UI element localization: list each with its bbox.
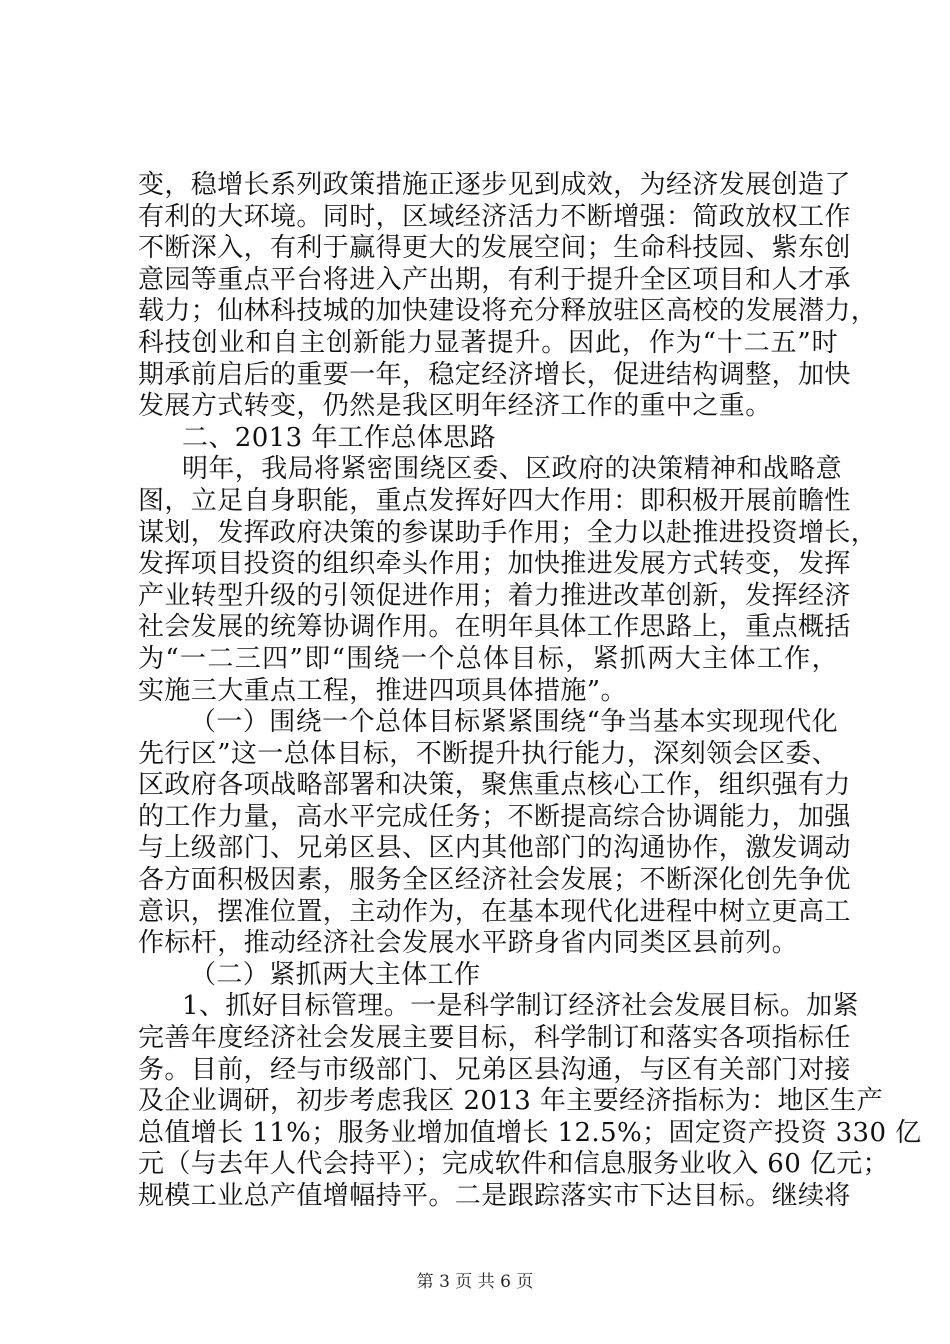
document-body [138, 170, 922, 1213]
text-line: 务。目前，经与市级部门、兄弟区县沟通，与区有关部门对接 [138, 1054, 851, 1085]
text-line: 意园等重点平台将进入产出期，有利于提升全区项目和人才承 [138, 264, 851, 295]
text-line: 规模工业总产值增幅持平。二是跟踪落实市下达目标。继续将 [138, 1181, 851, 1211]
text-line: 完善年度经济社会发展主要目标，科学制订和落实各项指标任 [138, 1023, 851, 1054]
text-line: 及企业调研，初步考虑我区 2013 年主要经济指标为：地区生产 [138, 1086, 884, 1117]
text-line: 1、抓好目标管理。一是科学制订经济社会发展目标。加紧 [182, 991, 859, 1022]
text-line: 社会发展的统筹协调作用。在明年具体工作思路上，重点概括 [138, 612, 851, 643]
text-line: 总值增长 11%；服务业增加值增长 12.5%；固定资产投资 330 亿 [138, 1117, 922, 1148]
text-line: 为“一二三四”即“围绕一个总体目标，紧抓两大主体工作， [138, 643, 838, 674]
text-line: 不断深入，有利于赢得更大的发展空间；生命科技园、紫东创 [138, 233, 851, 264]
text-line: 谋划，发挥政府决策的参谋助手作用；全力以赴推进投资增长， [138, 517, 878, 548]
text-line: 与上级部门、兄弟区县、区内其他部门的沟通协作，激发调动 [138, 833, 851, 864]
text-line: 科技创业和自主创新能力显著提升。因此，作为“十二五”时 [138, 327, 838, 358]
text-line: 各方面积极因素，服务全区经济社会发展；不断深化创先争优 [138, 865, 851, 896]
text-line: 图，立足自身职能，重点发挥好四大作用：即积极开展前瞻性 [138, 485, 851, 516]
text-line: 元（与去年人代会持平）；完成软件和信息服务业收入 60 亿元； [138, 1149, 890, 1180]
page-number-footer: 第 3 页 共 6 页 [416, 1272, 534, 1292]
text-line: 产业转型升级的引领促进作用；着力推进改革创新，发挥经济 [138, 580, 851, 611]
text-line: 先行区”这一总体目标，不断提升执行能力，深刻领会区委、 [138, 738, 839, 769]
text-line: 明年，我局将紧密围绕区委、区政府的决策精神和战略意 [182, 454, 843, 485]
text-line: 发挥项目投资的组织牵头作用；加快推进发展方式转变，发挥 [138, 549, 851, 580]
text-line: 作标杆，推动经济社会发展水平跻身省内同类区县前列。 [138, 928, 799, 959]
text-line: 实施三大重点工程，推进四项具体措施”。 [138, 675, 627, 706]
text-line: 期承前启后的重要一年，稳定经济增长，促进结构调整，加快 [138, 359, 851, 390]
text-line: 意识，摆准位置，主动作为，在基本现代化进程中树立更高工 [138, 896, 851, 927]
section-heading: 二、2013 年工作总体思路 [182, 422, 497, 453]
text-line: 的工作力量，高水平完成任务；不断提高综合协调能力，加强 [138, 801, 851, 832]
subsection-heading: （二）紧抓两大主体工作 [190, 959, 481, 990]
text-line: 有利的大环境。同时，区域经济活力不断增强：简政放权工作 [138, 201, 851, 232]
subsection-heading: （一）围绕一个总体目标紧紧围绕“争当基本实现现代化 [190, 707, 838, 738]
text-line: 发展方式转变，仍然是我区明年经济工作的重中之重。 [138, 391, 772, 422]
text-line: 区政府各项战略部署和决策，聚焦重点核心工作，组织强有力 [138, 770, 851, 801]
text-line: 变，稳增长系列政策措施正逐步见到成效，为经济发展创造了 [138, 170, 851, 200]
text-line: 载力；仙林科技城的加快建设将充分释放驻区高校的发展潜力， [138, 296, 878, 327]
